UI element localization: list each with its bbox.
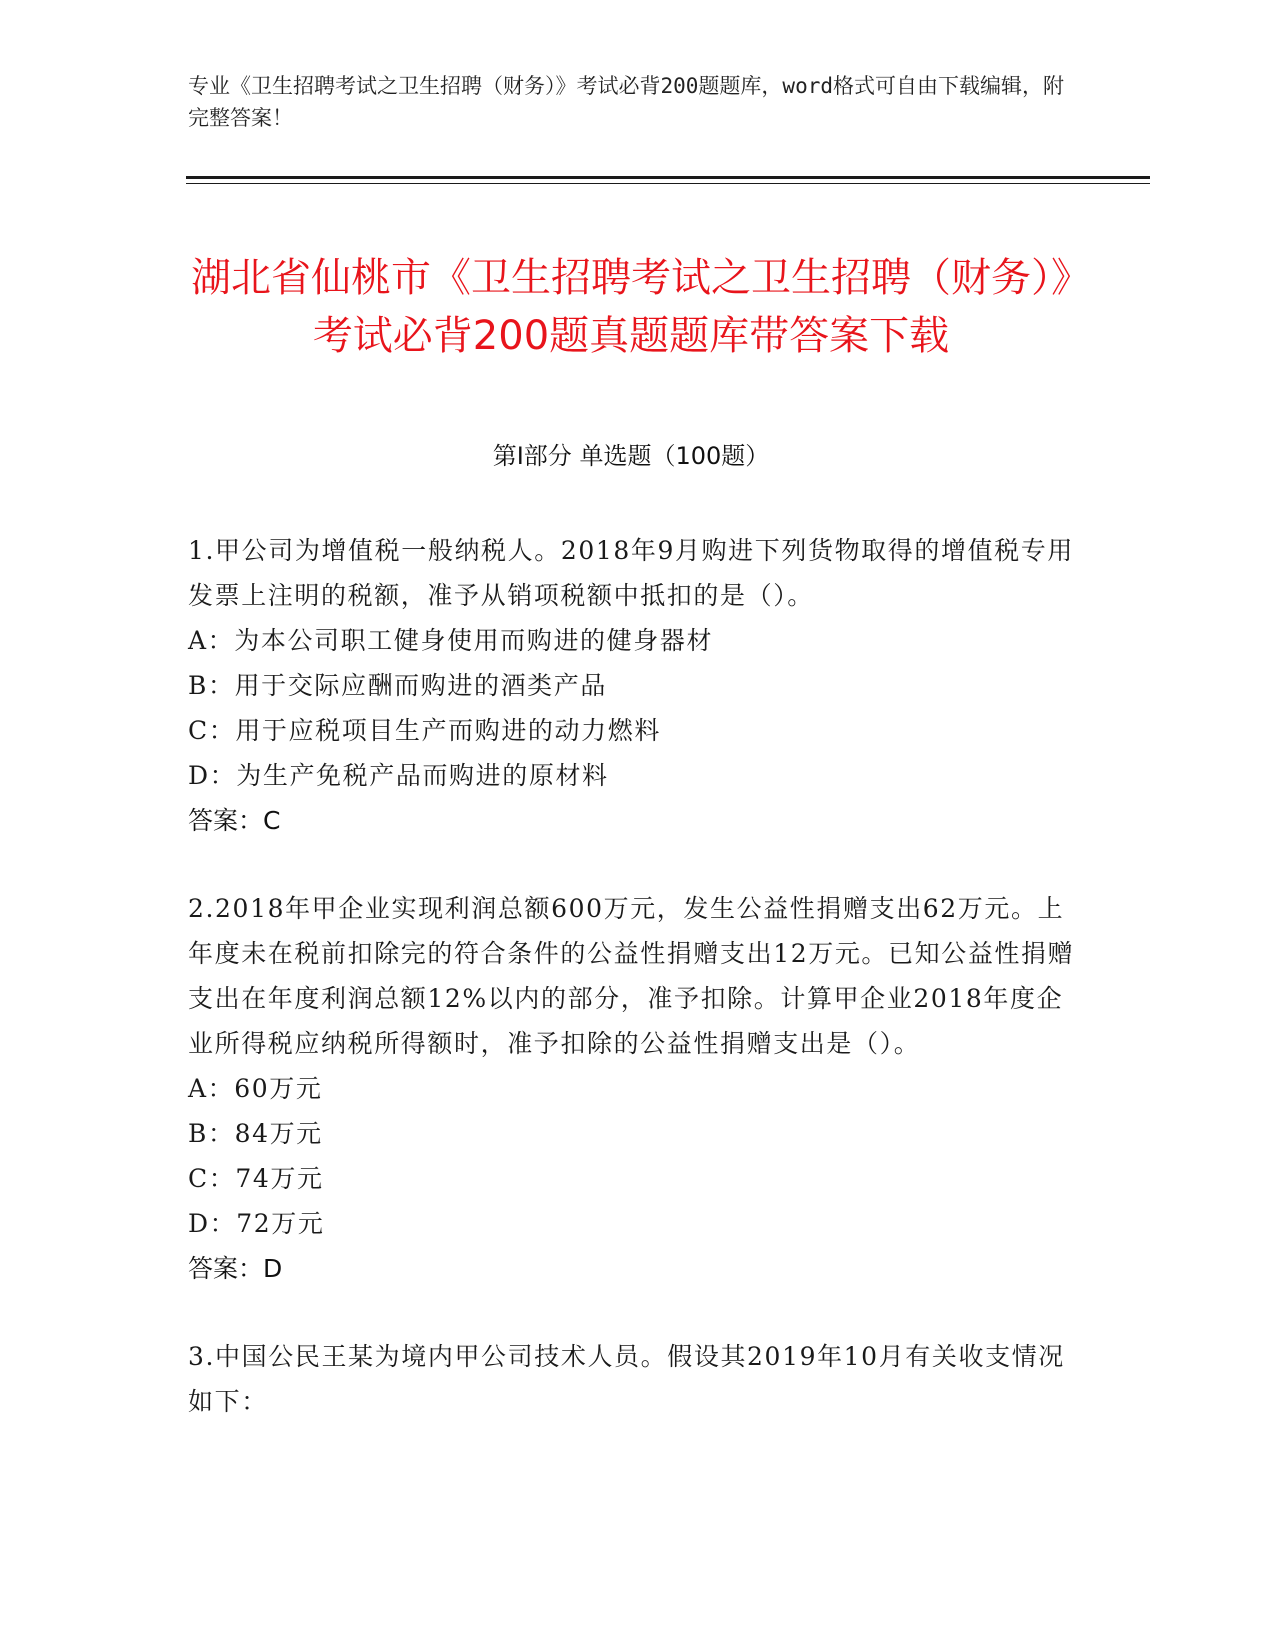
option-b: B：84万元 <box>188 1119 323 1148</box>
option-d: D：为生产免税产品而购进的原材料 <box>188 761 609 790</box>
question-stem: 1.甲公司为增值税一般纳税人。2018年9月购进下列货物取得的增值税专用发票上注明的税额，准予从销项税额中抵扣的是（）。 <box>188 536 1074 610</box>
option-a: A：60万元 <box>188 1074 323 1103</box>
question-2 <box>188 886 1088 1291</box>
header-divider-thin <box>186 183 1150 184</box>
option-c: C：用于应税项目生产而购进的动力燃料 <box>188 716 661 745</box>
section-heading: 第I部分 单选题（100题） <box>492 442 770 470</box>
header-divider-thick <box>186 176 1150 179</box>
question-stem: 2.2018年甲企业实现利润总额600万元，发生公益性捐赠支出62万元。上年度未在税前扣除完的符合条件的公益性捐赠支出12万元。已知公益性捐赠支出在年度利润总额12%以内的部分，准予扣除。计算甲企业2018年度企业所得税应纳税所得额时，准予扣除的公益性捐赠支出是（）。 <box>188 894 1075 1058</box>
option-c: C：74万元 <box>188 1164 324 1193</box>
question-1 <box>188 528 1088 843</box>
document-title: 湖北省仙桃市《卫生招聘考试之卫生招聘（财务）》考试必背200题真题题库带答案下载 <box>191 254 1071 359</box>
question-stem: 3.中国公民王某为境内甲公司技术人员。假设其2019年10月有关收支情况如下： <box>188 1342 1065 1416</box>
intro-text: 专业《卫生招聘考试之卫生招聘（财务）》考试必背200题题库，word格式可自由下载编辑，附完整答案！ <box>188 74 1064 130</box>
option-d: D：72万元 <box>188 1209 325 1238</box>
question-3 <box>188 1334 1088 1424</box>
question-list <box>188 528 1088 1467</box>
answer: 答案：D <box>188 1254 283 1283</box>
option-a: A：为本公司职工健身使用而购进的健身器材 <box>188 626 714 655</box>
option-b: B：用于交际应酬而购进的酒类产品 <box>188 671 607 700</box>
answer: 答案：C <box>188 806 281 835</box>
